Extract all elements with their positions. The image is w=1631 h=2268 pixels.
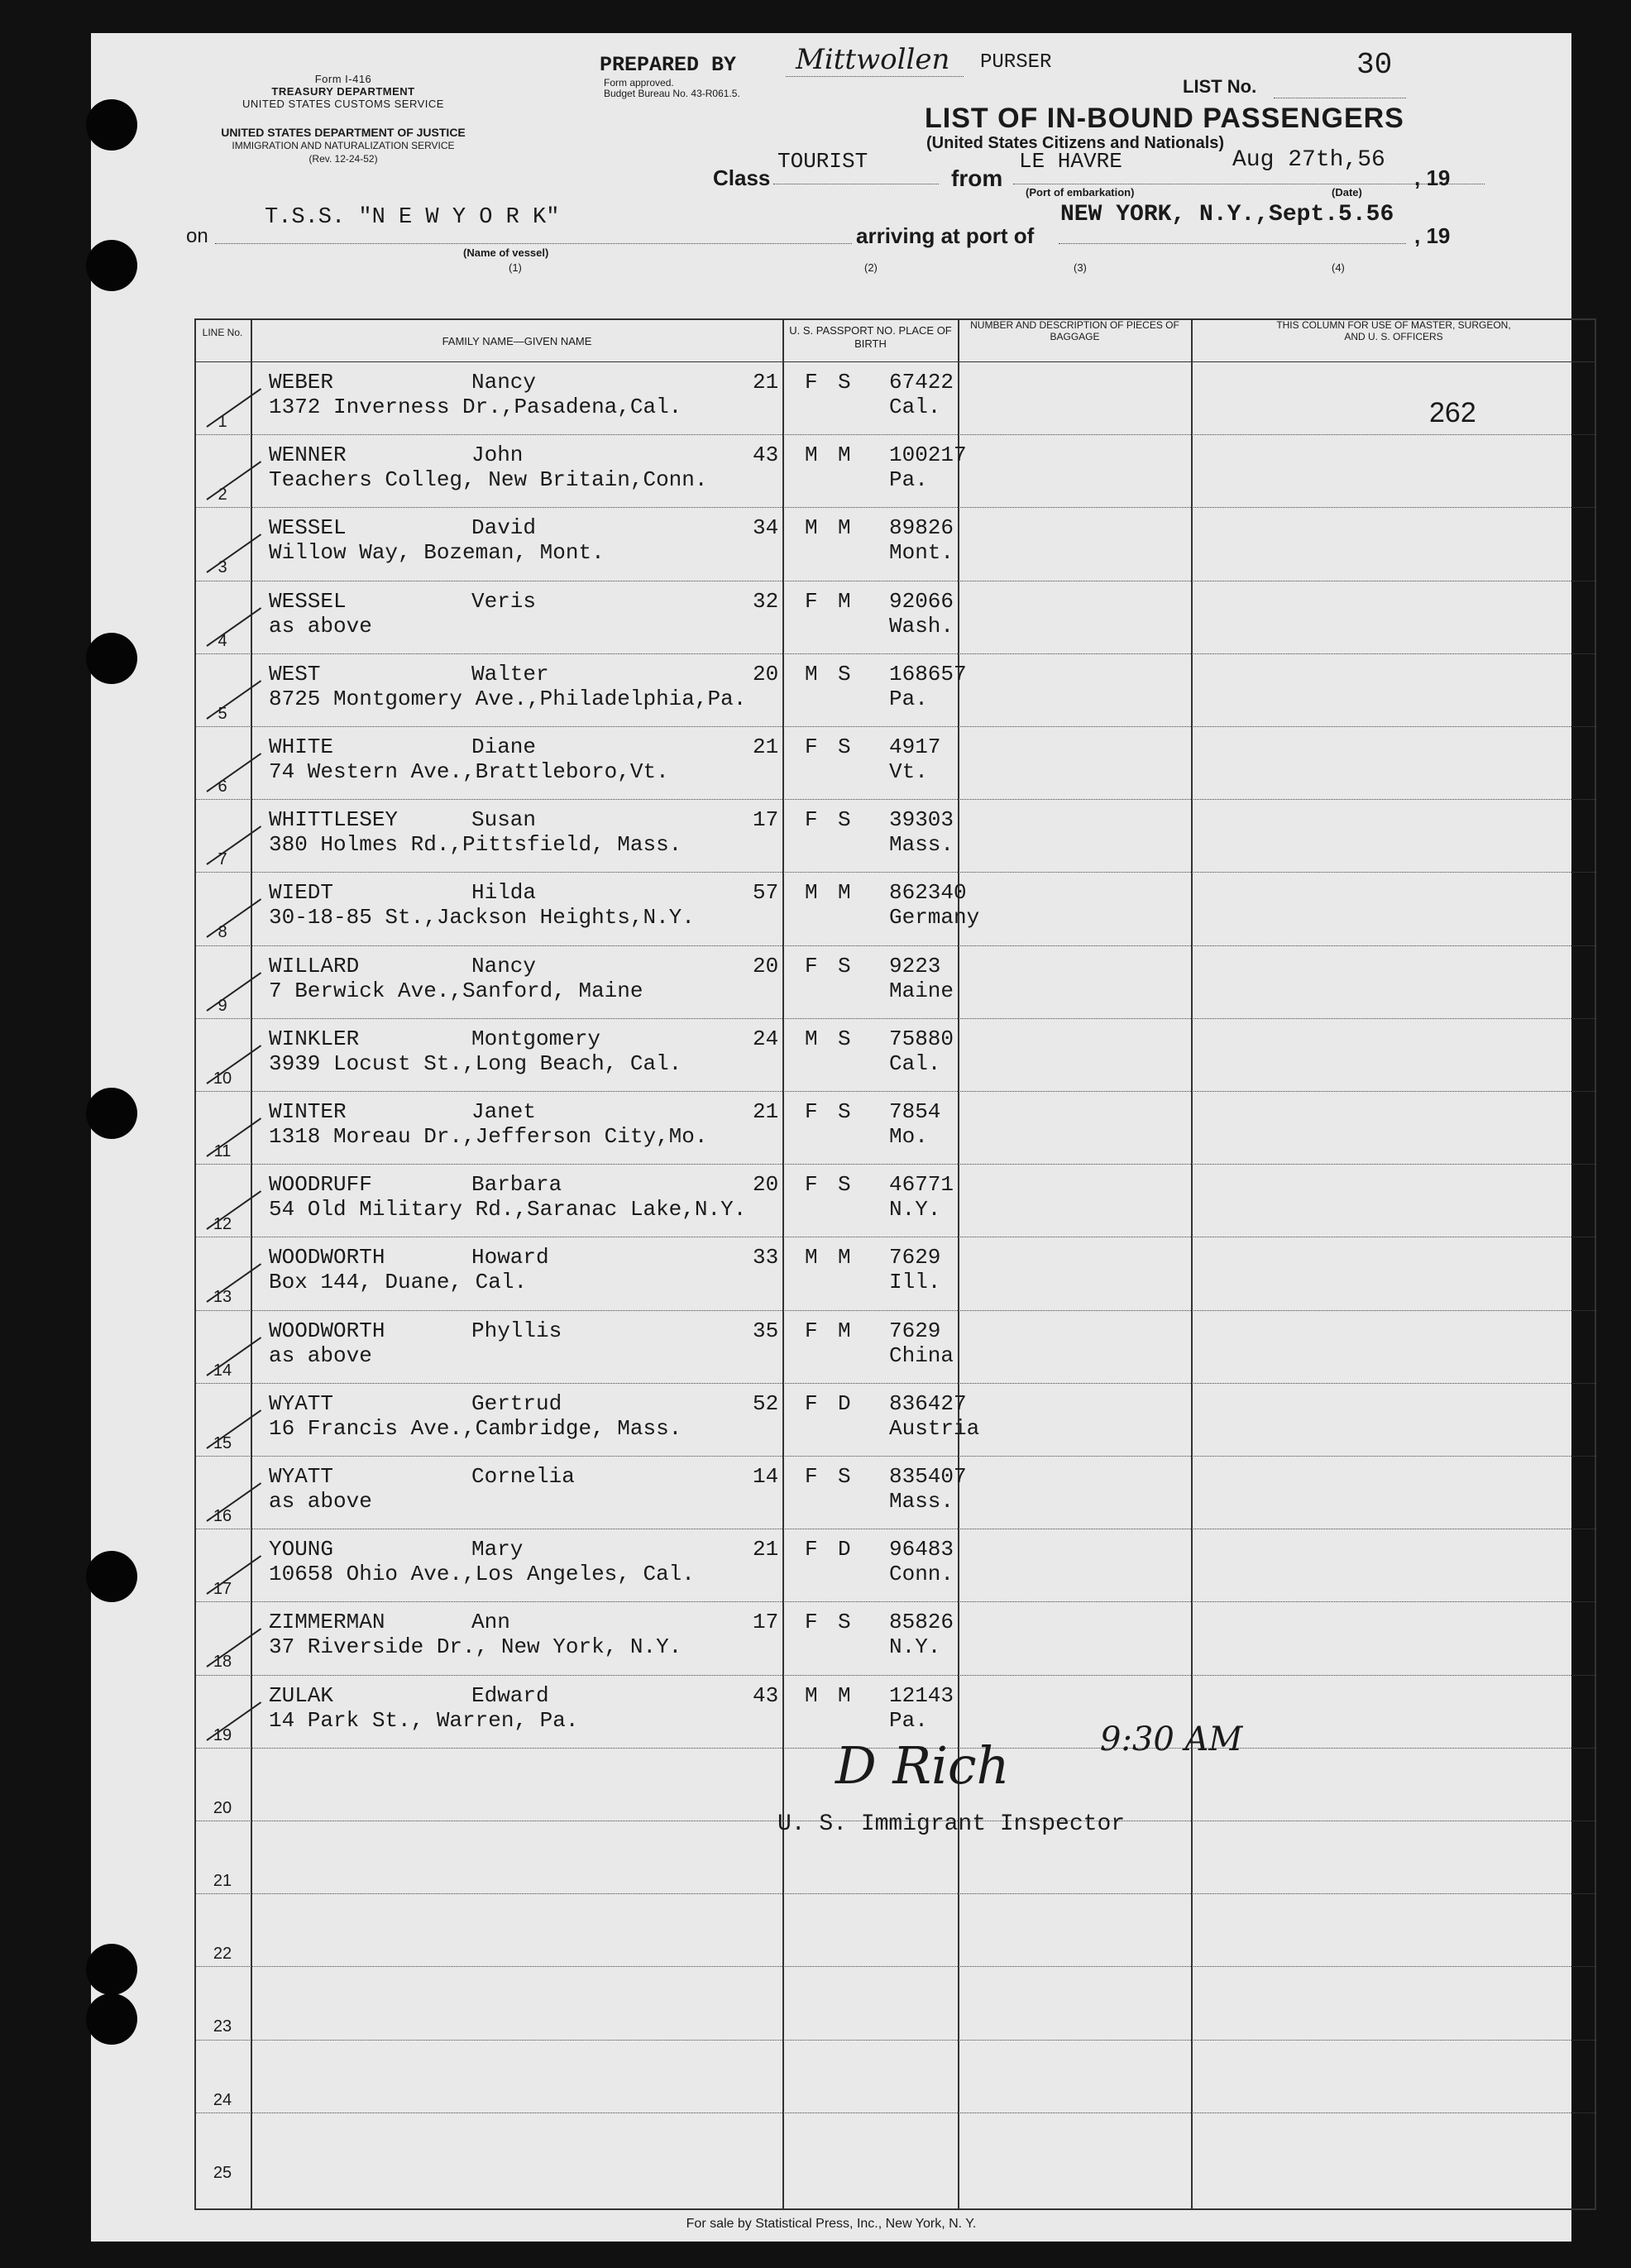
- table-row: [269, 589, 1631, 660]
- header-officers: THIS COLUMN FOR USE OF MASTER, SURGEON, AND U. S. OFFICERS: [1276, 319, 1511, 342]
- table-row: [269, 662, 1631, 733]
- given-name: Janet: [471, 1099, 537, 1124]
- year-19-second: , 19: [1414, 223, 1451, 248]
- place-of-birth: Cal.: [889, 395, 941, 419]
- family-name: WHITTLESEY: [269, 807, 399, 833]
- table-row: [269, 880, 1631, 951]
- table-row: [269, 370, 1631, 441]
- marital-status: M: [838, 880, 851, 906]
- address: 3939 Locust St.,Long Beach, Cal.: [269, 1050, 682, 1076]
- sex: M: [805, 880, 818, 906]
- passport-number: 67422: [889, 370, 954, 395]
- age: 20: [753, 1172, 779, 1198]
- given-name: Mary: [471, 1537, 524, 1562]
- marital-status: S: [838, 953, 851, 978]
- header-line-no: LINE No.: [202, 327, 243, 338]
- passport-number: 100217: [889, 443, 967, 468]
- age: 24: [753, 1026, 779, 1051]
- marital-status: S: [838, 1099, 851, 1124]
- address: Teachers Colleg, New Britain,Conn.: [269, 467, 708, 493]
- line-number: 2: [218, 486, 227, 505]
- table-row: [269, 1464, 1631, 1535]
- passport-number: 836427: [889, 1390, 967, 1416]
- marital-status: D: [838, 1390, 851, 1416]
- passport-number: 46771: [889, 1172, 954, 1198]
- sex: M: [805, 515, 818, 541]
- given-name: Barbara: [471, 1172, 562, 1198]
- place-of-birth: Mass.: [889, 1489, 954, 1514]
- given-name: Veris: [471, 588, 537, 614]
- age: 21: [753, 734, 779, 759]
- line-number: 24: [213, 2090, 232, 2109]
- form-number: Form I-416: [314, 73, 372, 85]
- row-divider: [194, 1893, 1596, 1894]
- address: as above: [269, 1489, 372, 1514]
- place-of-birth: Cal.: [889, 1050, 941, 1076]
- year-19-first: , 19: [1414, 165, 1451, 190]
- address: 54 Old Military Rd.,Saranac Lake,N.Y.: [269, 1197, 747, 1223]
- punch-hole: [86, 1088, 137, 1139]
- address: 380 Holmes Rd.,Pittsfield, Mass.: [269, 832, 682, 858]
- address: 16 Francis Ave.,Cambridge, Mass.: [269, 1415, 682, 1441]
- place-of-birth: Pa.: [889, 1707, 928, 1733]
- officer-number: 262: [1429, 397, 1476, 428]
- line-number: 4: [218, 631, 227, 650]
- col-index-2: (2): [864, 261, 878, 274]
- address: 8725 Montgomery Ave.,Philadelphia,Pa.: [269, 686, 747, 711]
- family-name: ZULAK: [269, 1682, 334, 1708]
- sex: F: [805, 1464, 818, 1489]
- age: 34: [753, 515, 779, 541]
- age: 33: [753, 1245, 779, 1270]
- sex: F: [805, 1537, 818, 1562]
- passport-number: 7629: [889, 1245, 941, 1270]
- place-of-birth: Pa.: [889, 467, 928, 493]
- age: 20: [753, 953, 779, 978]
- marital-status: S: [838, 661, 851, 687]
- embarkation-date: Aug 27th,56: [1232, 147, 1385, 173]
- table-left-border: [194, 318, 196, 2208]
- family-name: WENNER: [269, 443, 347, 468]
- place-of-birth: China: [889, 1342, 954, 1368]
- family-name: WYATT: [269, 1390, 334, 1416]
- ins-service: IMMIGRATION AND NATURALIZATION SERVICE: [232, 140, 455, 151]
- sex: F: [805, 1390, 818, 1416]
- age: 21: [753, 370, 779, 395]
- table-row: [269, 1318, 1631, 1390]
- place-of-birth: Pa.: [889, 686, 928, 711]
- given-name: Montgomery: [471, 1026, 601, 1051]
- sex: M: [805, 1245, 818, 1270]
- place-of-birth: Mont.: [889, 540, 954, 566]
- age: 43: [753, 1682, 779, 1708]
- marital-status: S: [838, 370, 851, 395]
- line-number: 21: [213, 1872, 232, 1890]
- sex: F: [805, 1318, 818, 1343]
- on-label: on: [186, 225, 208, 247]
- table-row: [269, 443, 1631, 514]
- given-name: Phyllis: [471, 1318, 562, 1343]
- family-name: WHITE: [269, 734, 334, 759]
- col-index-4: (4): [1332, 261, 1345, 274]
- family-name: WILLARD: [269, 953, 360, 978]
- address: 7 Berwick Ave.,Sanford, Maine: [269, 978, 643, 1003]
- passport-number: 12143: [889, 1682, 954, 1708]
- passport-number: 4917: [889, 734, 941, 759]
- place-of-birth: Wash.: [889, 613, 954, 639]
- address: as above: [269, 1342, 372, 1368]
- sex: M: [805, 1026, 818, 1051]
- place-of-birth: Mass.: [889, 832, 954, 858]
- given-name: Nancy: [471, 370, 537, 395]
- header-passport: U. S. PASSPORT NO. PLACE OF BIRTH: [789, 324, 952, 350]
- given-name: Edward: [471, 1682, 549, 1708]
- table-row: [269, 1026, 1631, 1098]
- punch-hole: [86, 1944, 137, 1995]
- marital-status: S: [838, 1172, 851, 1198]
- page-title: LIST OF IN-BOUND PASSENGERS: [925, 103, 1404, 134]
- marital-status: S: [838, 1610, 851, 1635]
- marital-status: M: [838, 443, 851, 468]
- age: 17: [753, 1610, 779, 1635]
- table-row: [269, 1172, 1631, 1243]
- line-number: 1: [218, 413, 227, 431]
- form-header-block: [186, 73, 500, 110]
- vessel-line: [215, 243, 852, 244]
- passport-number: 7854: [889, 1099, 941, 1124]
- table-row: [269, 1099, 1631, 1170]
- given-name: Diane: [471, 734, 537, 759]
- arriving-label: arriving at port of: [856, 223, 1035, 248]
- arrival-line: [1059, 243, 1406, 244]
- address: as above: [269, 613, 372, 639]
- address: 37 Riverside Dr., New York, N.Y.: [269, 1634, 682, 1660]
- line-number: 3: [218, 558, 227, 577]
- family-name: WEBER: [269, 370, 334, 395]
- age: 21: [753, 1099, 779, 1124]
- marital-status: M: [838, 1245, 851, 1270]
- passport-number: 862340: [889, 880, 967, 906]
- marital-status: M: [838, 588, 851, 614]
- given-name: Howard: [471, 1245, 549, 1270]
- age: 21: [753, 1537, 779, 1562]
- table-row: [269, 734, 1631, 806]
- table-row: [269, 1391, 1631, 1462]
- family-name: WIEDT: [269, 880, 334, 906]
- header-divider: [194, 361, 1596, 362]
- form-approved: Form approved.: [604, 77, 674, 89]
- marital-status: M: [838, 1682, 851, 1708]
- age: 52: [753, 1390, 779, 1416]
- family-name: WOODRUFF: [269, 1172, 372, 1198]
- class-value: TOURIST: [777, 149, 868, 174]
- punch-hole: [86, 1993, 137, 2045]
- line-number: 14: [213, 1361, 232, 1380]
- line-number: 10: [213, 1069, 232, 1088]
- manifest-page: [91, 33, 1571, 2242]
- given-name: Gertrud: [471, 1390, 562, 1416]
- punch-hole: [86, 99, 137, 151]
- passport-number: 9223: [889, 953, 941, 978]
- place-of-birth: Vt.: [889, 759, 928, 784]
- line-number: 20: [213, 1798, 232, 1817]
- date-caption: (Date): [1332, 186, 1362, 199]
- line-number: 25: [213, 2163, 232, 2182]
- table-row: [269, 807, 1631, 878]
- sex: F: [805, 1099, 818, 1124]
- given-name: Walter: [471, 661, 549, 687]
- given-name: David: [471, 515, 537, 541]
- address: 10658 Ohio Ave.,Los Angeles, Cal.: [269, 1562, 695, 1587]
- passport-number: 89826: [889, 515, 954, 541]
- address: 74 Western Ave.,Brattleboro,Vt.: [269, 759, 669, 784]
- line-number: 23: [213, 2017, 232, 2036]
- age: 20: [753, 661, 779, 687]
- given-name: John: [471, 443, 524, 468]
- justice-block: [174, 126, 513, 165]
- passport-number: 39303: [889, 807, 954, 833]
- place-of-birth: N.Y.: [889, 1197, 941, 1223]
- line-number: 9: [218, 996, 227, 1015]
- marital-status: S: [838, 807, 851, 833]
- inspector-title: U. S. Immigrant Inspector: [777, 1811, 1126, 1837]
- budget-bureau: Budget Bureau No. 43-R061.5.: [604, 88, 740, 99]
- form-approved-block: [604, 78, 740, 99]
- list-number-value: 30: [1356, 48, 1393, 82]
- sex: F: [805, 953, 818, 978]
- port-of-embarkation: LE HAVRE: [1019, 149, 1122, 174]
- marital-status: S: [838, 1026, 851, 1051]
- port-caption: (Port of embarkation): [1026, 186, 1135, 199]
- table-row: [269, 1245, 1631, 1316]
- printer-footer: For sale by Statistical Press, Inc., New York, N. Y.: [686, 2217, 977, 2231]
- class-label: Class: [713, 165, 771, 190]
- punch-hole: [86, 1551, 137, 1602]
- customs-service: UNITED STATES CUSTOMS SERVICE: [242, 98, 444, 110]
- marital-status: S: [838, 1464, 851, 1489]
- line-number: 7: [218, 850, 227, 869]
- address: Box 144, Duane, Cal.: [269, 1270, 528, 1295]
- row-divider: [194, 2112, 1596, 2113]
- marital-status: S: [838, 734, 851, 759]
- passport-number: 92066: [889, 588, 954, 614]
- address: 30-18-85 St.,Jackson Heights,N.Y.: [269, 905, 695, 931]
- line-number: 12: [213, 1215, 232, 1234]
- family-name: ZIMMERMAN: [269, 1610, 385, 1635]
- col-index-1: (1): [509, 261, 522, 274]
- col-divider-line: [251, 318, 252, 2208]
- sex: F: [805, 1172, 818, 1198]
- place-of-birth: Conn.: [889, 1562, 954, 1587]
- address: Willow Way, Bozeman, Mont.: [269, 540, 605, 566]
- col-index-3: (3): [1074, 261, 1087, 274]
- age: 43: [753, 443, 779, 468]
- given-name: Ann: [471, 1610, 510, 1635]
- punch-hole: [86, 240, 137, 291]
- line-number: 6: [218, 778, 227, 796]
- age: 57: [753, 880, 779, 906]
- address: 1372 Inverness Dr.,Pasadena,Cal.: [269, 395, 682, 419]
- given-name: Hilda: [471, 880, 537, 906]
- page-subtitle: (United States Citizens and Nationals): [926, 134, 1225, 152]
- table-row: [269, 515, 1631, 586]
- sex: F: [805, 807, 818, 833]
- passport-number: 75880: [889, 1026, 954, 1051]
- passport-number: 168657: [889, 661, 967, 687]
- sex: F: [805, 1610, 818, 1635]
- prepared-by-signature: Mittwollen: [796, 43, 950, 76]
- vessel-name: T.S.S. "N E W Y O R K": [265, 205, 560, 230]
- table-row: [269, 1610, 1631, 1681]
- family-name: WINTER: [269, 1099, 347, 1124]
- marital-status: M: [838, 515, 851, 541]
- prepared-by-label: PREPARED BY: [600, 53, 737, 77]
- passport-number: 7629: [889, 1318, 941, 1343]
- sex: F: [805, 588, 818, 614]
- family-name: WESSEL: [269, 515, 347, 541]
- passport-number: 96483: [889, 1537, 954, 1562]
- table-bottom-border: [194, 2208, 1596, 2210]
- arrival-port: NEW YORK, N.Y.,Sept.5.56: [1060, 202, 1394, 227]
- place-of-birth: Mo.: [889, 1124, 928, 1149]
- family-name: YOUNG: [269, 1537, 334, 1562]
- line-number: 5: [218, 704, 227, 723]
- line-number: 11: [213, 1142, 232, 1160]
- address: 1318 Moreau Dr.,Jefferson City,Mo.: [269, 1124, 708, 1149]
- place-of-birth: Austria: [889, 1415, 980, 1441]
- line-number: 19: [213, 1725, 232, 1744]
- header-name: FAMILY NAME—GIVEN NAME: [442, 335, 592, 347]
- marital-status: D: [838, 1537, 851, 1562]
- family-name: WOODWORTH: [269, 1245, 385, 1270]
- family-name: WOODWORTH: [269, 1318, 385, 1343]
- passport-number: 85826: [889, 1610, 954, 1635]
- address: 14 Park St., Warren, Pa.: [269, 1707, 579, 1733]
- revision-date: (Rev. 12-24-52): [309, 153, 378, 165]
- family-name: WESSEL: [269, 588, 347, 614]
- inspection-time: 9:30 AM: [1100, 1720, 1243, 1758]
- given-name: Nancy: [471, 953, 537, 978]
- family-name: WINKLER: [269, 1026, 360, 1051]
- department-name: TREASURY DEPARTMENT: [271, 85, 415, 98]
- marital-status: M: [838, 1318, 851, 1343]
- prepared-by-line: [786, 76, 964, 77]
- row-divider: [194, 2040, 1596, 2041]
- row-divider: [194, 1966, 1596, 1967]
- age: 17: [753, 807, 779, 833]
- age: 35: [753, 1318, 779, 1343]
- table-row: [269, 954, 1631, 1025]
- sex: M: [805, 661, 818, 687]
- sex: M: [805, 443, 818, 468]
- sex: F: [805, 370, 818, 395]
- justice-department: UNITED STATES DEPARTMENT OF JUSTICE: [221, 126, 466, 139]
- given-name: Cornelia: [471, 1464, 575, 1489]
- place-of-birth: Maine: [889, 978, 954, 1003]
- line-number: 16: [213, 1507, 232, 1525]
- line-number: 15: [213, 1433, 232, 1452]
- place-of-birth: Ill.: [889, 1270, 941, 1295]
- passport-number: 835407: [889, 1464, 967, 1489]
- sex: F: [805, 734, 818, 759]
- family-name: WYATT: [269, 1464, 334, 1489]
- age: 14: [753, 1464, 779, 1489]
- header-baggage: NUMBER AND DESCRIPTION OF PIECES OF BAGGAGE: [970, 319, 1179, 342]
- sex: M: [805, 1682, 818, 1708]
- list-number-label: LIST No.: [1183, 76, 1257, 97]
- place-of-birth: Germany: [889, 905, 980, 931]
- table-row: [269, 1537, 1631, 1608]
- family-name: WEST: [269, 661, 321, 687]
- punch-hole: [86, 633, 137, 684]
- line-number: 18: [213, 1653, 232, 1672]
- from-label: from: [951, 165, 1003, 191]
- line-number: 17: [213, 1580, 232, 1599]
- purser-label: PURSER: [980, 51, 1052, 74]
- vessel-caption: (Name of vessel): [463, 246, 549, 259]
- line-number: 22: [213, 1945, 232, 1964]
- inspector-signature: D Rich: [835, 1735, 1010, 1796]
- line-number: 13: [213, 1288, 232, 1307]
- place-of-birth: N.Y.: [889, 1634, 941, 1660]
- given-name: Susan: [471, 807, 537, 833]
- age: 32: [753, 588, 779, 614]
- line-number: 8: [218, 923, 227, 942]
